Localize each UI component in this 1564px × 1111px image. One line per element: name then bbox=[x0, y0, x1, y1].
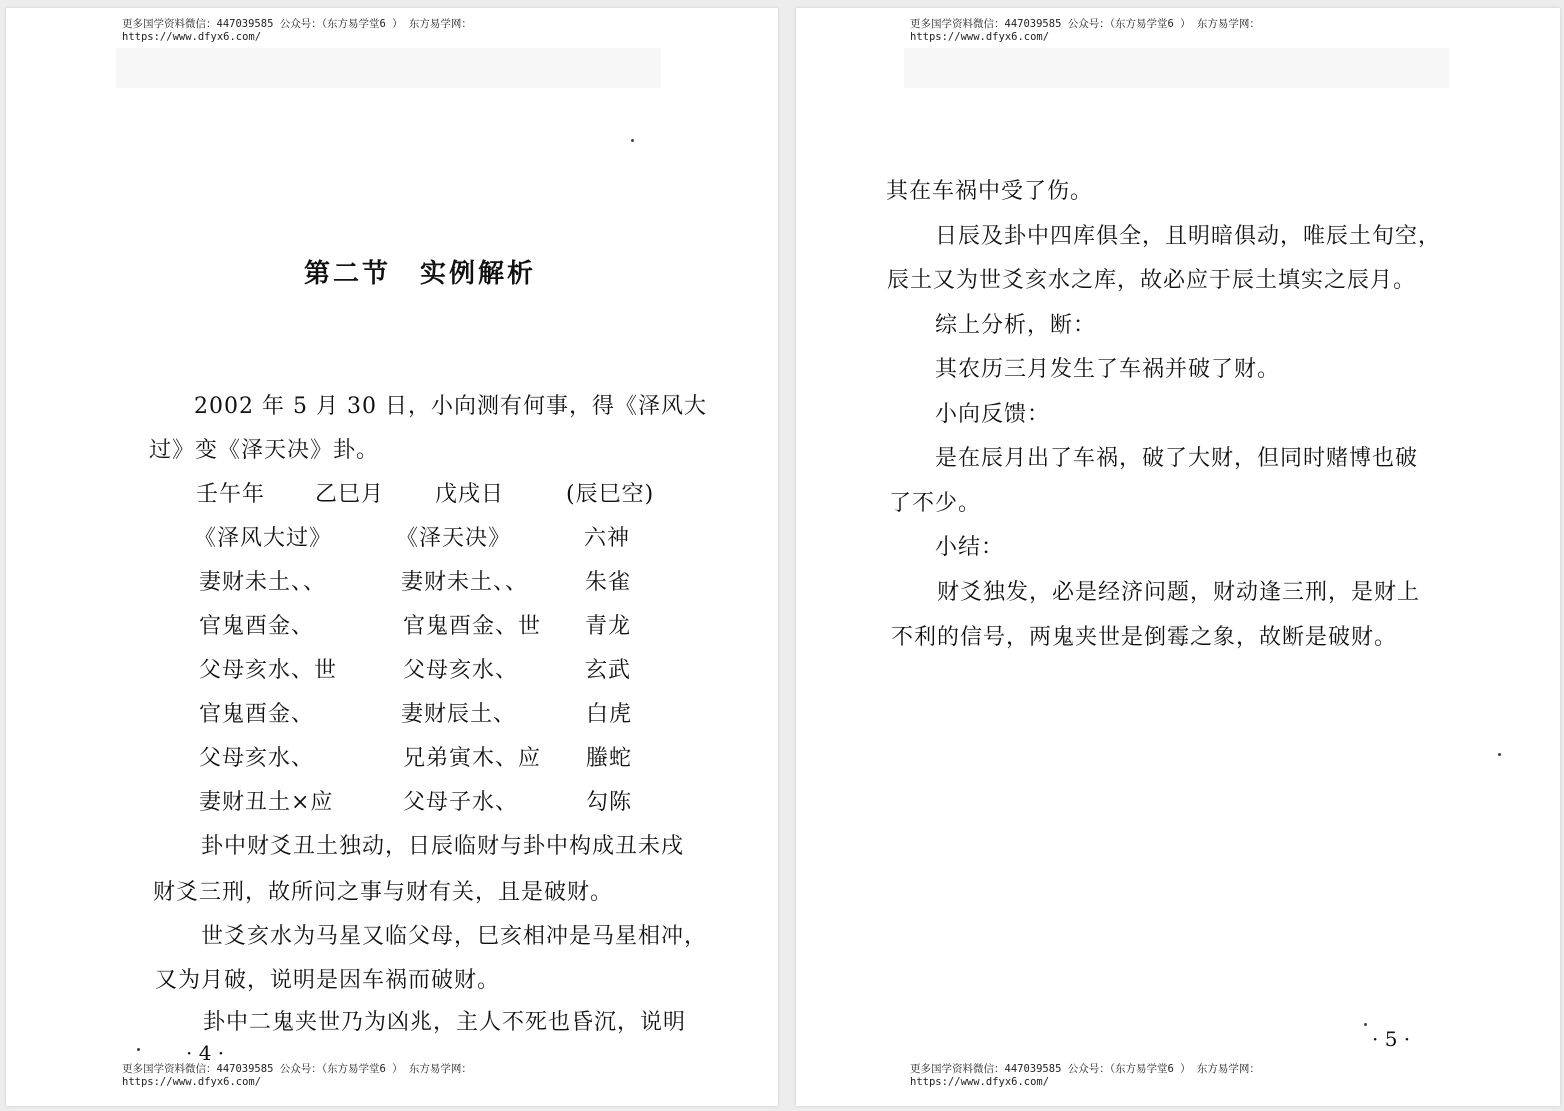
body-line-5: 其农历三月发生了车祸并破了财。 bbox=[935, 357, 1281, 382]
table-cell: 官鬼酉金、世 bbox=[403, 614, 542, 639]
table-cell: 父母亥水、 bbox=[403, 658, 519, 683]
body-line-3: 辰土又为世爻亥水之库，故必应于辰土填实之辰月。 bbox=[887, 268, 1417, 293]
table-cell: 妻财辰土、 bbox=[401, 702, 517, 727]
intro-line-2: 过》变《泽天决》卦。 bbox=[149, 438, 380, 463]
page-number-4: · 4 · bbox=[186, 1041, 225, 1065]
footer-watermark bbox=[122, 1063, 472, 1089]
table-cell: 官鬼酉金、 bbox=[199, 614, 315, 639]
para1-line1: 卦中财爻丑土独动，日辰临财与卦中构成丑未戌 bbox=[201, 834, 685, 859]
watermark-url: https://www.dfyx6.com/ bbox=[910, 31, 1050, 43]
scan-speck bbox=[1364, 1023, 1367, 1026]
para1-line2: 财爻三刑，故所问之事与财有关，且是破财。 bbox=[153, 880, 614, 905]
body-line-8: 了不少。 bbox=[889, 491, 982, 516]
header-band bbox=[116, 48, 661, 88]
date-month: 乙巳月 bbox=[315, 482, 385, 507]
scan-speck bbox=[137, 1048, 140, 1051]
table-cell: 父母亥水、世 bbox=[199, 658, 338, 683]
watermark-url: https://www.dfyx6.com/ bbox=[910, 1076, 1050, 1088]
date-day: 戊戌日 bbox=[435, 482, 505, 507]
table-cell: 螣蛇 bbox=[586, 746, 633, 771]
right-page bbox=[796, 8, 1560, 1106]
watermark-url: https://www.dfyx6.com/ bbox=[122, 1076, 262, 1088]
table-cell: 青龙 bbox=[585, 614, 632, 639]
table-cell: 兄弟寅木、应 bbox=[403, 746, 542, 771]
table-cell: 妻财未土、、 bbox=[401, 570, 529, 595]
body-line-11: 不利的信号，两鬼夹世是倒霉之象，故断是破财。 bbox=[891, 625, 1398, 650]
body-line-2: 日辰及卦中四库俱全，且明暗俱动，唯辰土旬空， bbox=[935, 224, 1442, 249]
table-cell: 玄武 bbox=[585, 658, 632, 683]
watermark-line1: 更多国学资料微信：447039585 公众号：（东方易学堂6 ） 东方易学网： bbox=[122, 18, 472, 30]
para2-line1: 世爻亥水为马星又临父母，巳亥相冲是马星相冲， bbox=[201, 924, 708, 949]
intro-line-1: 2002 年 5 月 30 日，小向测有何事，得《泽风大 bbox=[194, 394, 707, 419]
body-line-1: 其在车祸中受了伤。 bbox=[886, 179, 1094, 204]
watermark-url: https://www.dfyx6.com/ bbox=[122, 31, 262, 43]
watermark-line1: 更多国学资料微信：447039585 公众号：（东方易学堂6 ） 东方易学网： bbox=[910, 18, 1260, 30]
table-cell: 朱雀 bbox=[585, 570, 632, 595]
table-cell: 白虎 bbox=[586, 702, 633, 727]
date-year: 壬午年 bbox=[196, 482, 266, 507]
table-header-spirits: 六神 bbox=[584, 526, 631, 551]
table-cell: 妻财丑土×应 bbox=[199, 790, 334, 815]
para3-line1: 卦中二鬼夹世乃为凶兆，主人不死也昏沉，说明 bbox=[203, 1010, 687, 1035]
body-line-10: 财爻独发，必是经济问题，财动逢三刑，是财上 bbox=[937, 580, 1421, 605]
header-watermark bbox=[122, 18, 472, 44]
footer-watermark bbox=[910, 1063, 1260, 1089]
table-header-changed: 《泽天决》 bbox=[396, 526, 512, 551]
table-header-original: 《泽风大过》 bbox=[194, 526, 333, 551]
body-line-6: 小向反馈： bbox=[935, 402, 1051, 427]
table-cell: 父母亥水、 bbox=[199, 746, 315, 771]
table-cell: 勾陈 bbox=[586, 790, 633, 815]
watermark-line1: 更多国学资料微信：447039585 公众号：（东方易学堂6 ） 东方易学网： bbox=[122, 1063, 472, 1075]
header-band bbox=[904, 48, 1449, 88]
page-number-5: · 5 · bbox=[1372, 1027, 1411, 1051]
table-cell: 父母子水、 bbox=[403, 790, 519, 815]
section-title: 第二节 实例解析 bbox=[304, 259, 537, 289]
body-line-7: 是在辰月出了车祸，破了大财，但同时赌博也破 bbox=[935, 446, 1419, 471]
header-watermark bbox=[910, 18, 1260, 44]
body-line-4: 综上分析，断： bbox=[935, 313, 1097, 338]
left-page bbox=[6, 8, 778, 1106]
watermark-line1: 更多国学资料微信：447039585 公众号：（东方易学堂6 ） 东方易学网： bbox=[910, 1063, 1260, 1075]
table-cell: 官鬼酉金、 bbox=[199, 702, 315, 727]
scan-speck bbox=[1498, 753, 1501, 756]
body-line-9: 小结： bbox=[935, 535, 1005, 560]
date-void: (辰巳空) bbox=[566, 482, 655, 507]
table-cell: 妻财未土、、 bbox=[199, 570, 327, 595]
para2-line2: 又为月破，说明是因车祸而破财。 bbox=[155, 968, 501, 993]
scan-speck bbox=[631, 139, 634, 142]
